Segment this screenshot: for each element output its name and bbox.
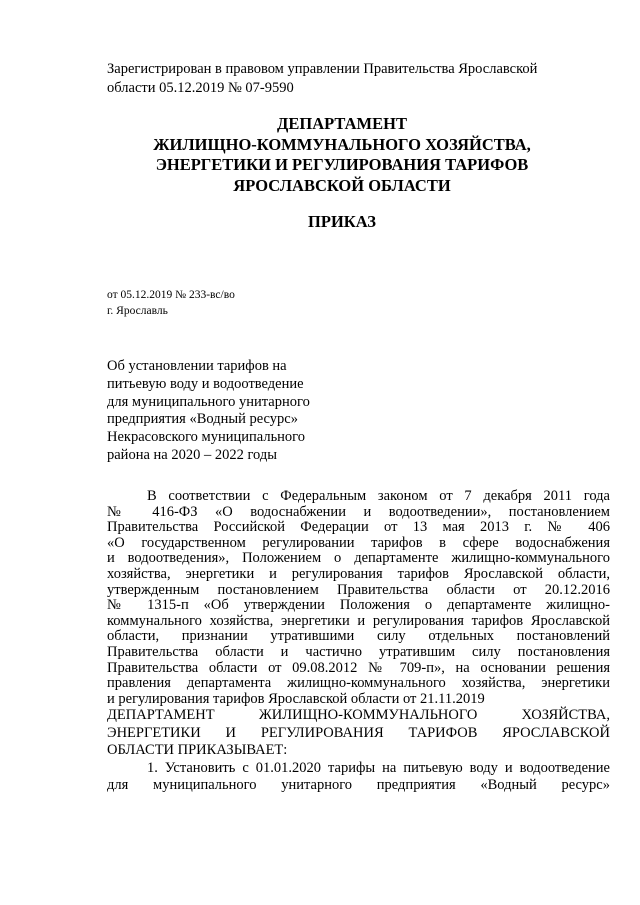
order-title: ПРИКАЗ [308, 212, 376, 231]
preamble-line: утвержденным постановлением Правительства области от 20.12.2016 [107, 581, 610, 598]
preamble-line: и водоотведения», Положением о департаменте жилищно-коммунального [107, 550, 610, 567]
preamble-line: В соответствии с Федеральным законом от 7 декабря 2011 года [147, 488, 610, 504]
department-line-3: ЭНЕРГЕТИКИ И РЕГУЛИРОВАНИЯ ТАРИФОВ [155, 155, 529, 174]
order-body [107, 489, 610, 795]
preamble-line: Правительства Российской Федерации от 13 мая 2013 г. № 406 [107, 519, 610, 536]
item-1-line: для муниципального унитарного предприятия «Водный ресурс» [107, 777, 610, 794]
preamble-line: № 1315-п «Об утверждении Положения о департаменте жилищно- [107, 597, 610, 614]
department-name [107, 114, 577, 196]
preamble-line: и регулирования тарифов Ярославской области от 21.11.2019 [107, 690, 485, 707]
order-city: г. Ярославль [107, 305, 168, 317]
preamble-line: правления департамента жилищно-коммунального хозяйства, энергетики [107, 675, 610, 692]
department-line-1: ДЕПАРТАМЕНТ [277, 114, 407, 133]
subject-line: для муниципального унитарного [107, 393, 310, 410]
subject-line: питьевую воду и водоотведение [107, 375, 304, 392]
registration-line-1: Зарегистрирован в правовом управлении Правительства Ярославской [107, 61, 538, 77]
preamble-line: коммунального хозяйства, энергетики и регулирования тарифов Ярославской [107, 612, 610, 629]
registration-line-2: области 05.12.2019 № 07-9590 [107, 80, 294, 96]
preamble-line: Правительства области и частично утратившим силу постановления [107, 643, 610, 660]
preamble-line: «О государственном регулировании тарифов в сфере водоснабжения [107, 534, 610, 551]
resolution-line: ОБЛАСТИ ПРИКАЗЫВАЕТ: [107, 742, 288, 759]
preamble-line: Правительства области от 09.08.2012 № 709-п», на основании решения [107, 659, 610, 676]
resolution-line: ЭНЕРГЕТИКИ И РЕГУЛИРОВАНИЯ ТАРИФОВ ЯРОСЛАВСКОЙ [107, 724, 610, 741]
preamble-line: хозяйства, энергетики и регулирования тарифов Ярославской области, [107, 565, 610, 582]
order-date-number: от 05.12.2019 № 233-вс/во [107, 289, 235, 301]
subject-line: предприятия «Водный ресурс» [107, 411, 298, 428]
preamble-line: области, признании утратившими силу отдельных постановлений [107, 628, 610, 645]
subject-line: Некрасовского муниципального [107, 429, 306, 446]
resolution-line: ДЕПАРТАМЕНТ ЖИЛИЩНО-КОММУНАЛЬНОГО ХОЗЯЙСТВА, [107, 707, 610, 724]
item-1-line: 1. Установить с 01.01.2020 тарифы на питьевую воду и водоотведение [147, 759, 610, 776]
subject-line: Об установлении тарифов на [107, 358, 287, 374]
department-line-4: ЯРОСЛАВСКОЙ ОБЛАСТИ [233, 175, 451, 195]
preamble-line: № 416-ФЗ «О водоснабжении и водоотведении», постановлением [107, 503, 610, 520]
registration-note [107, 60, 577, 98]
subject-line: района на 2020 – 2022 годы [107, 446, 277, 463]
department-line-2: ЖИЛИЩНО-КОММУНАЛЬНОГО ХОЗЯЙСТВА, [153, 134, 531, 154]
order-date-block [107, 287, 407, 319]
order-subject [107, 358, 367, 465]
